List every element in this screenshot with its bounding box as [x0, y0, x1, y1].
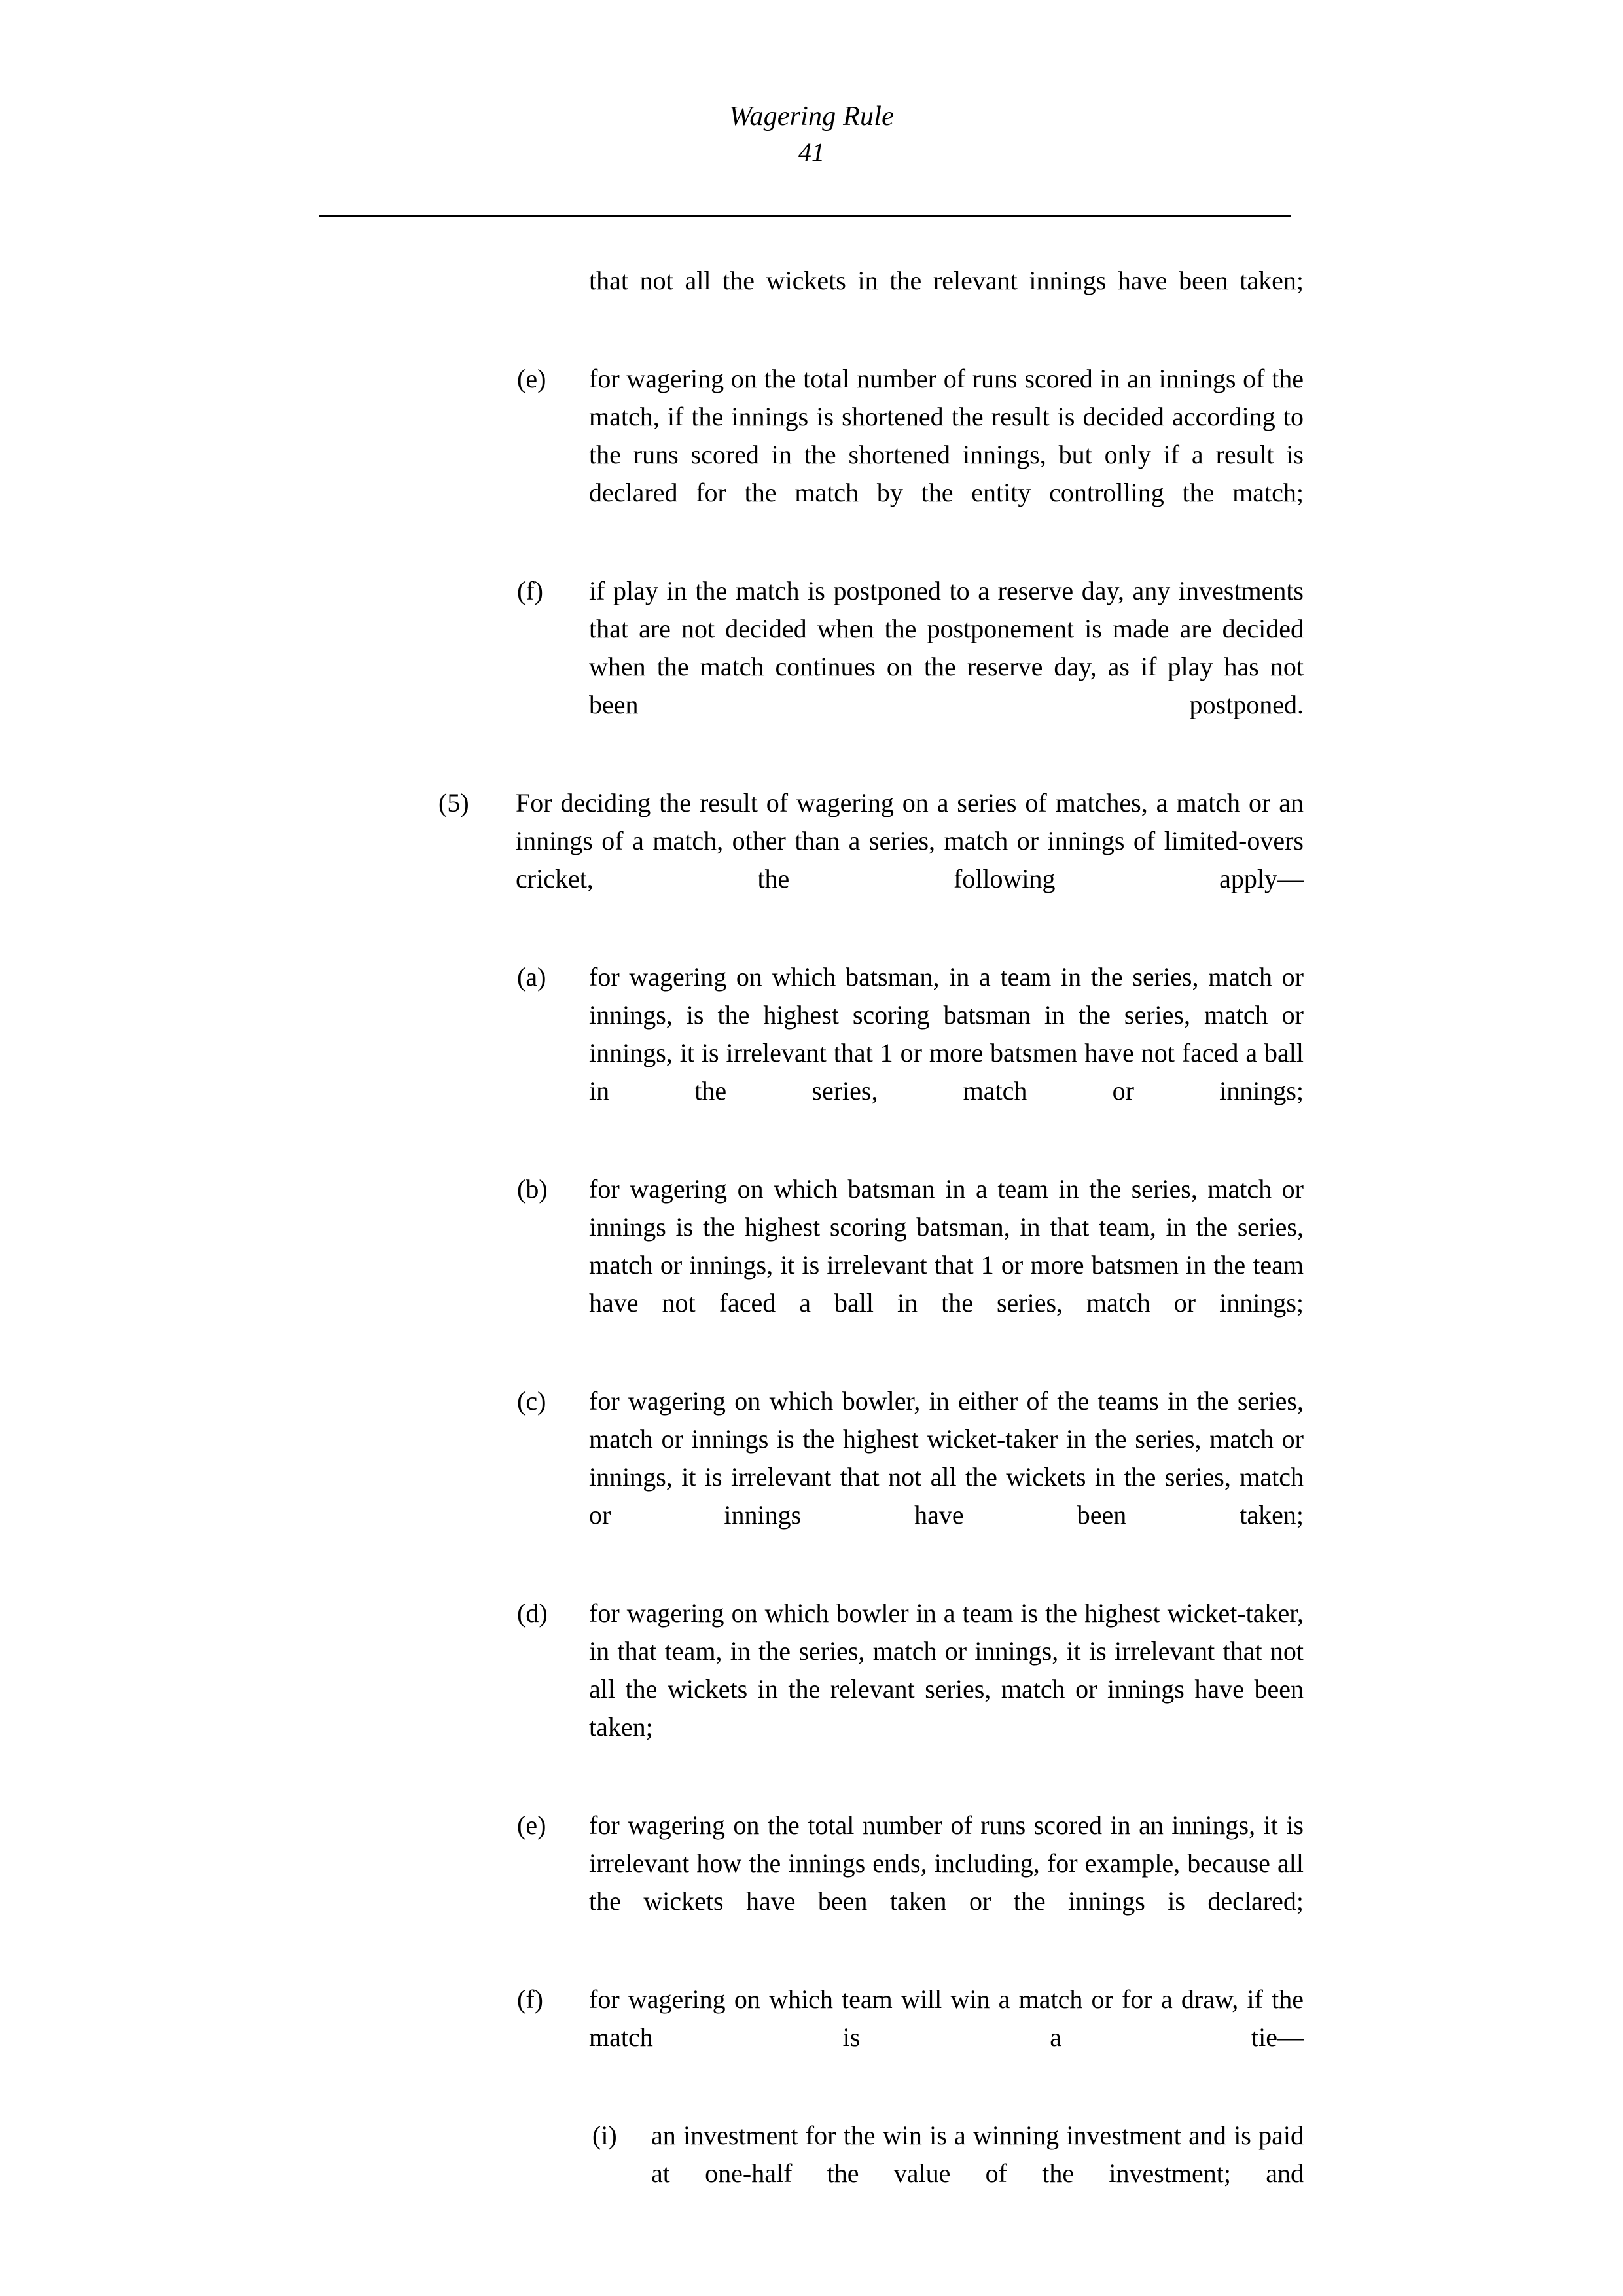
clause-marker: (c): [517, 1386, 546, 1416]
clause-text: for wagering on which bowler, in either of the teams in the series, match or innings is the highest wicket-taker in the series, match or innings, it is irrelevant that not all the wickets in the series, match or innings have been taken;: [589, 1386, 1304, 1530]
clause-paragraph: [589, 262, 1304, 338]
clause-marker: (d): [517, 1598, 548, 1628]
page-header: [0, 98, 1623, 170]
clause-marker: (f): [517, 1984, 543, 2014]
page-number: 41: [798, 137, 825, 167]
clause-marker: (e): [517, 1810, 546, 1840]
header-divider-rule: [319, 215, 1291, 217]
clause-text: for wagering on which batsman, in a team in the series, match or innings, is the highest scoring batsman in the series, match or innings, it is irrelevant that 1 or more batsmen have not faced a ball in the series, match or innings;: [589, 962, 1304, 1105]
clause-text: for wagering on which team will win a match or for a draw, if the match is a tie—: [589, 1984, 1304, 2052]
running-head-title: Wagering Rule: [729, 101, 894, 132]
clause-marker: (a): [517, 962, 546, 992]
clause-paragraph: [517, 572, 1304, 762]
clause-paragraph: [517, 1981, 1304, 2094]
clause-marker: (e): [517, 364, 546, 393]
clause-paragraph: [592, 2117, 1304, 2231]
clause-paragraph: [517, 1594, 1304, 1784]
clause-paragraph: [517, 958, 1304, 1148]
document-body: [319, 262, 1304, 2231]
clause-text: an investment for the win is a winning investment and is paid at one-half the value of the investment; and: [651, 2121, 1304, 2188]
clause-marker: (5): [438, 788, 469, 817]
clause-text: if play in the match is postponed to a reserve day, any investments that are not decided when the postponement is made are decided when the match continues on the reserve day, as if play has not been postponed.: [589, 576, 1304, 719]
clause-marker: (b): [517, 1174, 548, 1204]
clause-text: for wagering on the total number of runs scored in an innings of the match, if the innings is shortened the result is decided according to the runs scored in the shortened innings, but only if a result is declared for the match by the entity controlling the match;: [589, 364, 1304, 507]
clause-text: for wagering on the total number of runs scored in an innings, it is irrelevant how the innings ends, including, for example, because all the wickets have been taken or the innings is declared;: [589, 1810, 1304, 1916]
clause-paragraph: [517, 1382, 1304, 1572]
clause-text: for wagering on which batsman in a team in the series, match or innings is the highest scoring batsman, in that team, in the series, match or innings, it is irrelevant that 1 or more batsmen in the team have not faced a ball in the series, match or innings;: [589, 1174, 1304, 1318]
clause-paragraph: [517, 1806, 1304, 1958]
clause-text: for wagering on which bowler in a team is the highest wicket-taker, in that team, in the series, match or innings, it is irrelevant that not all the wickets in the relevant series, match or innings have been taken;: [589, 1598, 1304, 1742]
clause-marker: (f): [517, 576, 543, 605]
clause-paragraph: [438, 784, 1304, 936]
clause-marker: (i): [592, 2121, 617, 2150]
clause-text: that not all the wickets in the relevant innings have been taken;: [589, 266, 1304, 295]
clause-paragraph: [517, 1170, 1304, 1360]
clause-paragraph: [517, 360, 1304, 550]
clause-text: For deciding the result of wagering on a series of matches, a match or an innings of a match, other than a series, match or innings of limited-overs cricket, the following apply—: [516, 788, 1304, 893]
